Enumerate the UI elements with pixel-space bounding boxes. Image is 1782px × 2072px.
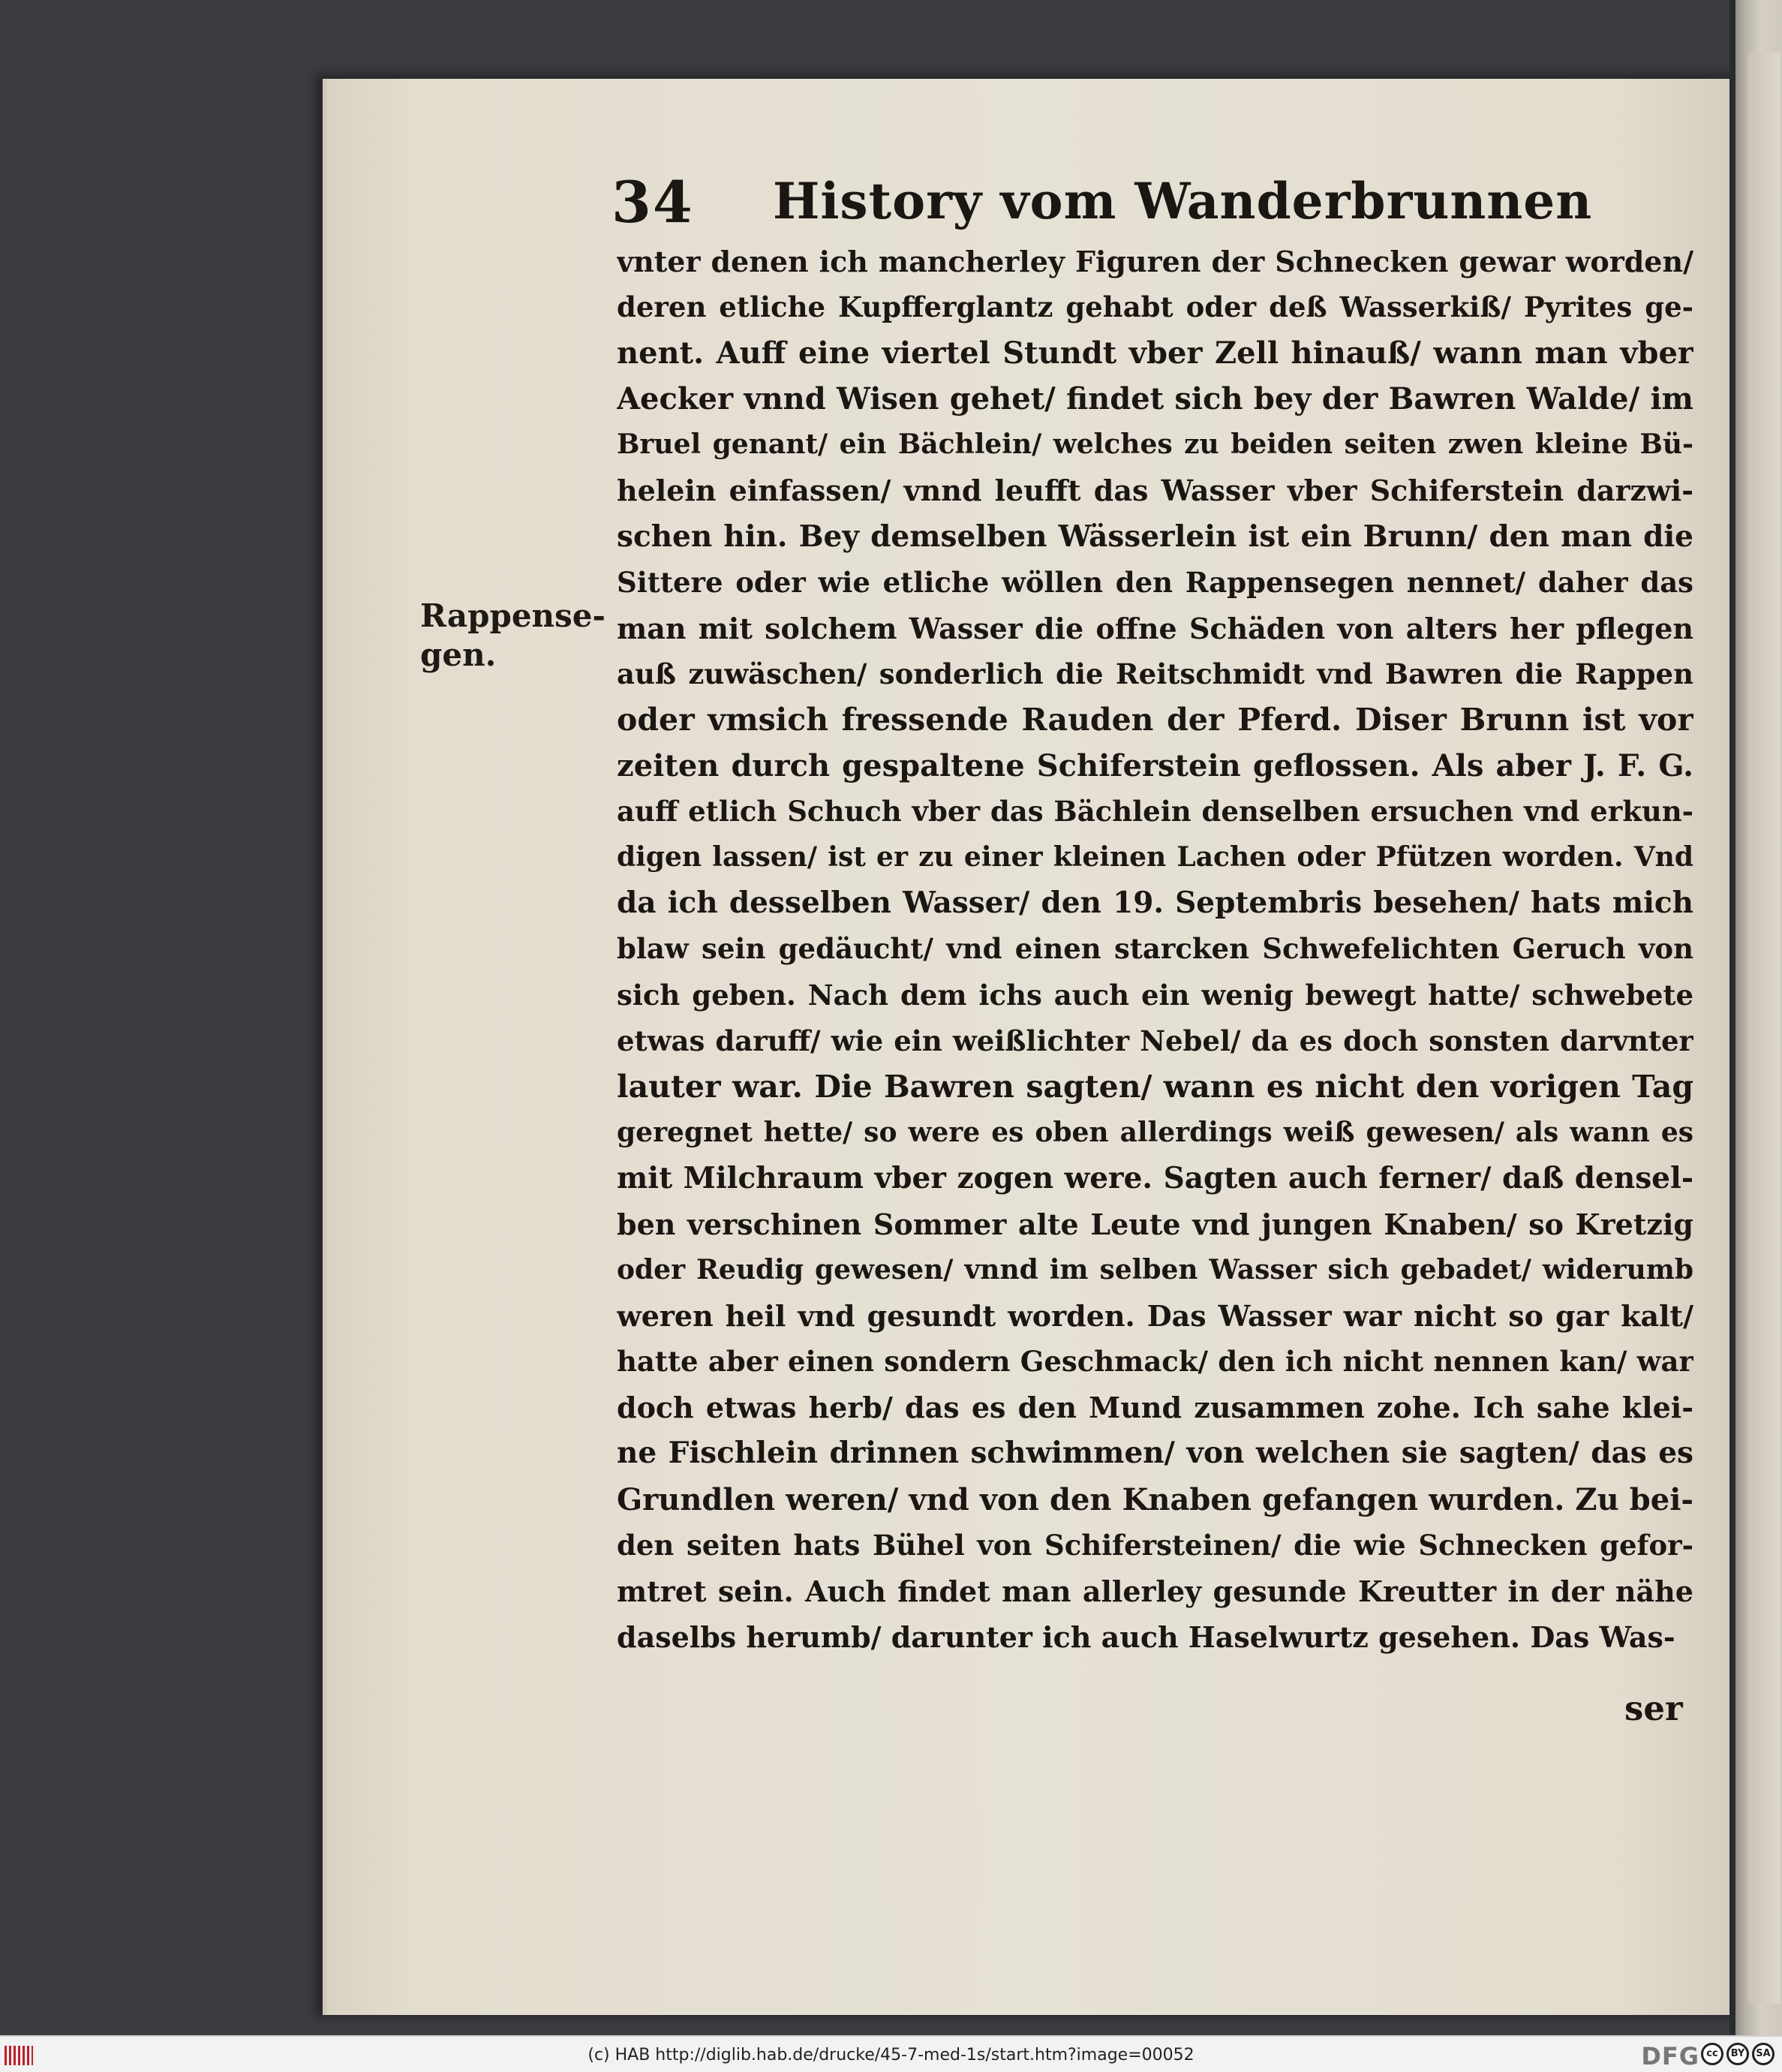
text-line: vnter denen ich mancherley Figuren der Schnecken gewar worden/	[617, 245, 1693, 278]
marginal-note-line: Rappense-	[420, 597, 606, 634]
text-line: mit Milchraum vber zogen were. Sagten auch ferner/ daß densel-	[617, 1160, 1693, 1195]
viewer-footer	[0, 2035, 1782, 2072]
text-line: oder vmsich fressende Rauden der Pferd. Diser Brunn ist vor	[617, 701, 1693, 738]
cc-icon: cc	[1701, 2043, 1723, 2065]
text-line: weren heil vnd gesundt worden. Das Wasser war nicht so gar kalt/	[617, 1299, 1693, 1334]
text-line: oder Reudig gewesen/ vnnd im selben Wasser sich gebadet/ widerumb	[617, 1254, 1693, 1286]
text-line: digen lassen/ ist er zu einer kleinen Lachen oder Pfützen worden. Vnd	[617, 841, 1693, 874]
text-line: blaw sein gedäucht/ vnd einen starcken Schwefelichten Geruch von	[617, 932, 1693, 966]
text-line: ben verschinen Sommer alte Leute vnd jungen Knaben/ so Kretzig	[617, 1207, 1693, 1241]
copyright-link[interactable]: (c) HAB http://diglib.hab.de/drucke/45-7-med-1s/start.htm?image=00052	[587, 2046, 1195, 2064]
text-line: Grundlen weren/ vnd von den Knaben gefangen wurden. Zu bei-	[617, 1481, 1693, 1517]
text-line: hatte aber einen sondern Geschmack/ den ich nicht nennen kan/ war	[617, 1345, 1693, 1379]
by-icon: BY	[1726, 2043, 1749, 2065]
sa-icon: SA	[1752, 2043, 1774, 2065]
body-text	[617, 239, 1693, 1660]
text-line: helein einfassen/ vnnd leufft das Wasser vber Schiferstein darzwi-	[617, 474, 1693, 508]
license-badges[interactable]	[1701, 2043, 1774, 2068]
text-line: ne Fischlein drinnen schwimmen/ von welchen sie sagten/ das es	[617, 1436, 1693, 1471]
text-line: auff etlich Schuch vber das Bächlein denselben ersuchen vnd erkun-	[617, 795, 1693, 828]
next-page-edge	[1747, 53, 1780, 2004]
catchword: ser	[1624, 1689, 1683, 1728]
text-line: daselbs herumb/ darunter ich auch Haselwurtz gesehen. Das Was-	[617, 1619, 1675, 1654]
text-line: geregnet hette/ so were es oben allerdings weiß gewesen/ als wann es	[617, 1116, 1693, 1148]
page-header	[612, 169, 1593, 240]
text-line: auß zuwäschen/ sonderlich die Reitschmidt vnd Bawren die Rappen	[617, 657, 1693, 690]
text-line: Aecker vnnd Wisen gehet/ findet sich bey der Bawren Walde/ im	[617, 381, 1693, 417]
dfg-logo: DFG	[1641, 2042, 1699, 2070]
marginal-note-line: gen.	[420, 636, 497, 673]
text-line: etwas daruff/ wie ein weißlichter Nebel/ da es doch sonsten darvnter	[617, 1024, 1693, 1057]
text-line: zeiten durch gespaltene Schiferstein geflossen. Als aber J. F. G.	[617, 748, 1693, 784]
text-line: sich geben. Nach dem ichs auch ein wenig bewegt hatte/ schwebete	[617, 978, 1693, 1012]
page-number: 34	[612, 169, 694, 236]
text-line: mtret sein. Auch findet man allerley gesunde Kreutter in der nähe	[617, 1574, 1693, 1608]
text-line: Bruel genant/ ein Bächlein/ welches zu beiden seiten zwen kleine Bü-	[617, 429, 1693, 461]
text-line: deren etliche Kupfferglantz gehabt oder deß Wasserkiß/ Pyrites ge-	[617, 290, 1693, 324]
text-line: da ich desselben Wasser/ den 19. Septembris besehen/ hats mich	[617, 886, 1693, 921]
text-line: den seiten hats Bühel von Schifersteinen/ die wie Schnecken gefor-	[617, 1528, 1693, 1562]
adjacent-page-edge	[1729, 0, 1782, 2035]
text-line: nent. Auff eine viertel Stundt vber Zell hinauß/ wann man vber	[617, 335, 1693, 371]
text-line: Sittere oder wie etliche wöllen den Rappensegen nennet/ daher das	[617, 565, 1693, 599]
marginal-note	[420, 597, 606, 675]
running-title: History vom Wanderbrunnen	[773, 172, 1593, 230]
text-line: man mit solchem Wasser die offne Schäden von alters her pflegen	[617, 611, 1693, 645]
text-line: lauter war. Die Bawren sagten/ wann es nicht den vorigen Tag	[617, 1068, 1693, 1105]
text-line: schen hin. Bey demselben Wässerlein ist ein Brunn/ den man die	[617, 519, 1693, 554]
book-spine	[1729, 0, 1735, 2035]
text-line: doch etwas herb/ das es den Mund zusammen zohe. Ich sahe klei-	[617, 1391, 1693, 1425]
